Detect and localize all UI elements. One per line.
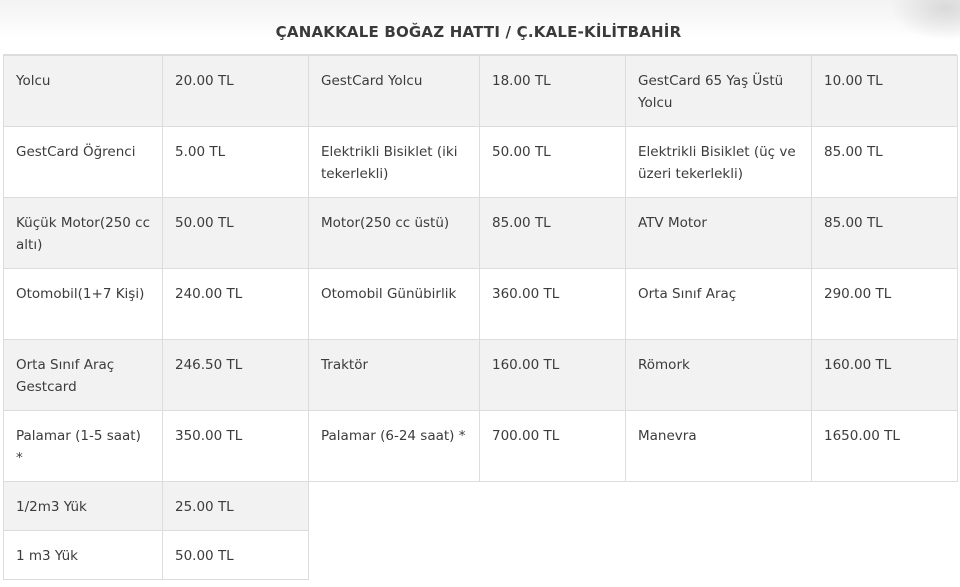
fare-type-label: Yolcu xyxy=(4,56,163,127)
empty-cell xyxy=(309,531,626,580)
fare-price: 360.00 TL xyxy=(480,269,626,340)
fare-price: 160.00 TL xyxy=(480,340,626,411)
tariff-row xyxy=(4,531,958,580)
fare-type-label: Orta Sınıf Araç Gestcard xyxy=(4,340,163,411)
tariff-row xyxy=(4,198,958,269)
fare-price: 20.00 TL xyxy=(163,56,309,127)
fare-type-label: Elektrikli Bisiklet (üç ve üzeri tekerlekli) xyxy=(626,127,812,198)
fare-type-label: 1/2m3 Yük xyxy=(4,482,163,531)
fare-type-label: GestCard Öğrenci xyxy=(4,127,163,198)
empty-cell xyxy=(626,482,958,531)
fare-type-label: Elektrikli Bisiklet (iki tekerlekli) xyxy=(309,127,480,198)
tariff-row xyxy=(4,56,958,127)
fare-type-label: Otomobil Günübirlik xyxy=(309,269,480,340)
fare-type-label: Manevra xyxy=(626,411,812,482)
tariff-row xyxy=(4,127,958,198)
fare-price: 50.00 TL xyxy=(163,531,309,580)
fare-price: 1650.00 TL xyxy=(812,411,958,482)
fare-type-label: Motor(250 cc üstü) xyxy=(309,198,480,269)
fare-type-label: Traktör xyxy=(309,340,480,411)
tariff-title: ÇANAKKALE BOĞAZ HATTI / Ç.KALE-KİLİTBAHİR xyxy=(275,23,682,41)
fare-type-label: GestCard Yolcu xyxy=(309,56,480,127)
tariff-table-body xyxy=(4,56,958,580)
fare-type-label: Palamar (1-5 saat) * xyxy=(4,411,163,482)
tariff-row xyxy=(4,269,958,340)
fare-price: 246.50 TL xyxy=(163,340,309,411)
fare-price: 5.00 TL xyxy=(163,127,309,198)
fare-type-label: 1 m3 Yük xyxy=(4,531,163,580)
fare-price: 85.00 TL xyxy=(812,127,958,198)
fare-price: 50.00 TL xyxy=(163,198,309,269)
fare-type-label: Palamar (6-24 saat) * xyxy=(309,411,480,482)
fare-type-label: ATV Motor xyxy=(626,198,812,269)
tariff-row xyxy=(4,340,958,411)
fare-price: 85.00 TL xyxy=(812,198,958,269)
fare-price: 18.00 TL xyxy=(480,56,626,127)
fare-price: 50.00 TL xyxy=(480,127,626,198)
fare-type-label: Römork xyxy=(626,340,812,411)
fare-type-label: Küçük Motor(250 cc altı) xyxy=(4,198,163,269)
tariff-row xyxy=(4,482,958,531)
empty-cell xyxy=(309,482,626,531)
tariff-header xyxy=(3,10,957,55)
fare-type-label: Otomobil(1+7 Kişi) xyxy=(4,269,163,340)
tariff-table xyxy=(3,55,958,580)
tariff-row xyxy=(4,411,958,482)
fare-type-label: GestCard 65 Yaş Üstü Yolcu xyxy=(626,56,812,127)
fare-price: 290.00 TL xyxy=(812,269,958,340)
fare-price: 240.00 TL xyxy=(163,269,309,340)
fare-price: 25.00 TL xyxy=(163,482,309,531)
fare-price: 350.00 TL xyxy=(163,411,309,482)
fare-price: 700.00 TL xyxy=(480,411,626,482)
fare-price: 85.00 TL xyxy=(480,198,626,269)
empty-cell xyxy=(626,531,958,580)
fare-price: 160.00 TL xyxy=(812,340,958,411)
fare-type-label: Orta Sınıf Araç xyxy=(626,269,812,340)
fare-price: 10.00 TL xyxy=(812,56,958,127)
